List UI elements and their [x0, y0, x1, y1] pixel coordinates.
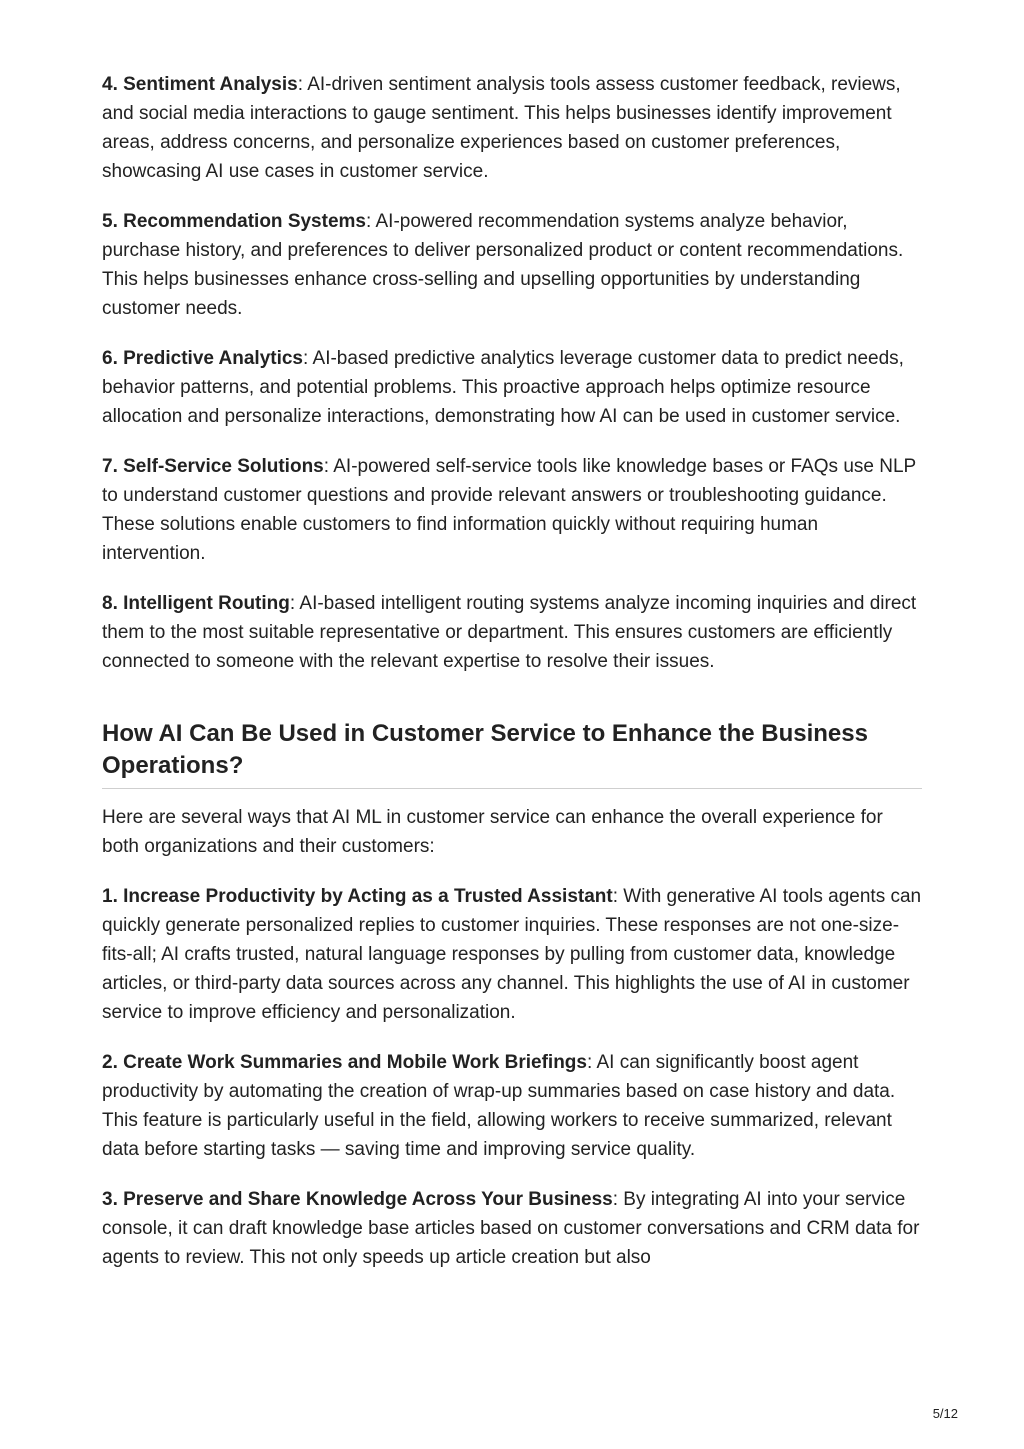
list-item-text: : AI-powered self-service tools like knowledge bases or FAQs use NLP to understand customer questions and provide relevant answers or troubleshooting guidance. These solutions enable customers to find information quickly without requiring human intervention. [102, 456, 916, 564]
list-item-recommendation-systems [102, 207, 922, 323]
list-item-text: : AI-powered recommendation systems analyze behavior, purchase history, and preferences to deliver personalized product or content recommendations. This helps businesses enhance cross-selling and upselling opportunities by understanding customer needs. [102, 211, 904, 319]
list-item-term: 7. Self-Service Solutions [102, 456, 324, 477]
list-item-text: : With generative AI tools agents can quickly generate personalized replies to customer inquiries. These responses are not one-size-fits-all; AI crafts trusted, natural language responses by pulling from customer data, knowledge articles, or third-party data sources across any channel. This highlights the use of AI in customer service to improve efficiency and personalization. [102, 886, 922, 1023]
list-item-term: 4. Sentiment Analysis [102, 74, 298, 95]
list-item-sentiment-analysis [102, 70, 922, 186]
list-item-term: 8. Intelligent Routing [102, 593, 290, 614]
list-item-term: 6. Predictive Analytics [102, 348, 304, 369]
list-item-predictive-analytics [102, 344, 922, 431]
page-number: 5/12 [932, 1406, 958, 1421]
list-item-preserve-knowledge [102, 1185, 922, 1272]
list-item-term: 5. Recommendation Systems [102, 211, 366, 232]
list-item-work-summaries [102, 1048, 922, 1164]
section-heading: How AI Can Be Used in Customer Service to Enhance the Business Operations? [102, 718, 922, 789]
list-item-text: : AI-driven sentiment analysis tools assess customer feedback, reviews, and social media interactions to gauge sentiment. This helps businesses identify improvement areas, address concerns, and personalize experiences based on customer preferences, showcasing AI use cases in customer service. [102, 74, 901, 182]
list-item-text: : AI can significantly boost agent productivity by automating the creation of wrap-up summaries based on case history and data. This feature is particularly useful in the field, allowing workers to receive summarized, relevant data before starting tasks — saving time and improving service quality. [102, 1052, 896, 1160]
list-item-self-service-solutions [102, 452, 922, 568]
list-item-text: : AI-based predictive analytics leverage customer data to predict needs, behavior patterns, and potential problems. This proactive approach helps optimize resource allocation and personalize interactions, demonstrating how AI can be used in customer service. [102, 348, 904, 427]
list-item-text: : By integrating AI into your service console, it can draft knowledge base articles based on customer conversations and CRM data for agents to review. This not only speeds up article creation but also [102, 1189, 920, 1268]
list-item-term: 2. Create Work Summaries and Mobile Work Briefings [102, 1052, 587, 1073]
document-body [102, 70, 922, 1293]
section-intro: Here are several ways that AI ML in customer service can enhance the overall experience for both organizations and their customers: [102, 807, 883, 857]
list-item-increase-productivity [102, 882, 922, 1027]
list-item-intelligent-routing [102, 589, 922, 676]
list-item-text: : AI-based intelligent routing systems analyze incoming inquiries and direct them to the most suitable representative or department. This ensures customers are efficiently connected to someone with the relevant expertise to resolve their issues. [102, 593, 917, 672]
list-item-term: 3. Preserve and Share Knowledge Across Your Business [102, 1189, 613, 1210]
list-item-term: 1. Increase Productivity by Acting as a Trusted Assistant [102, 886, 613, 907]
